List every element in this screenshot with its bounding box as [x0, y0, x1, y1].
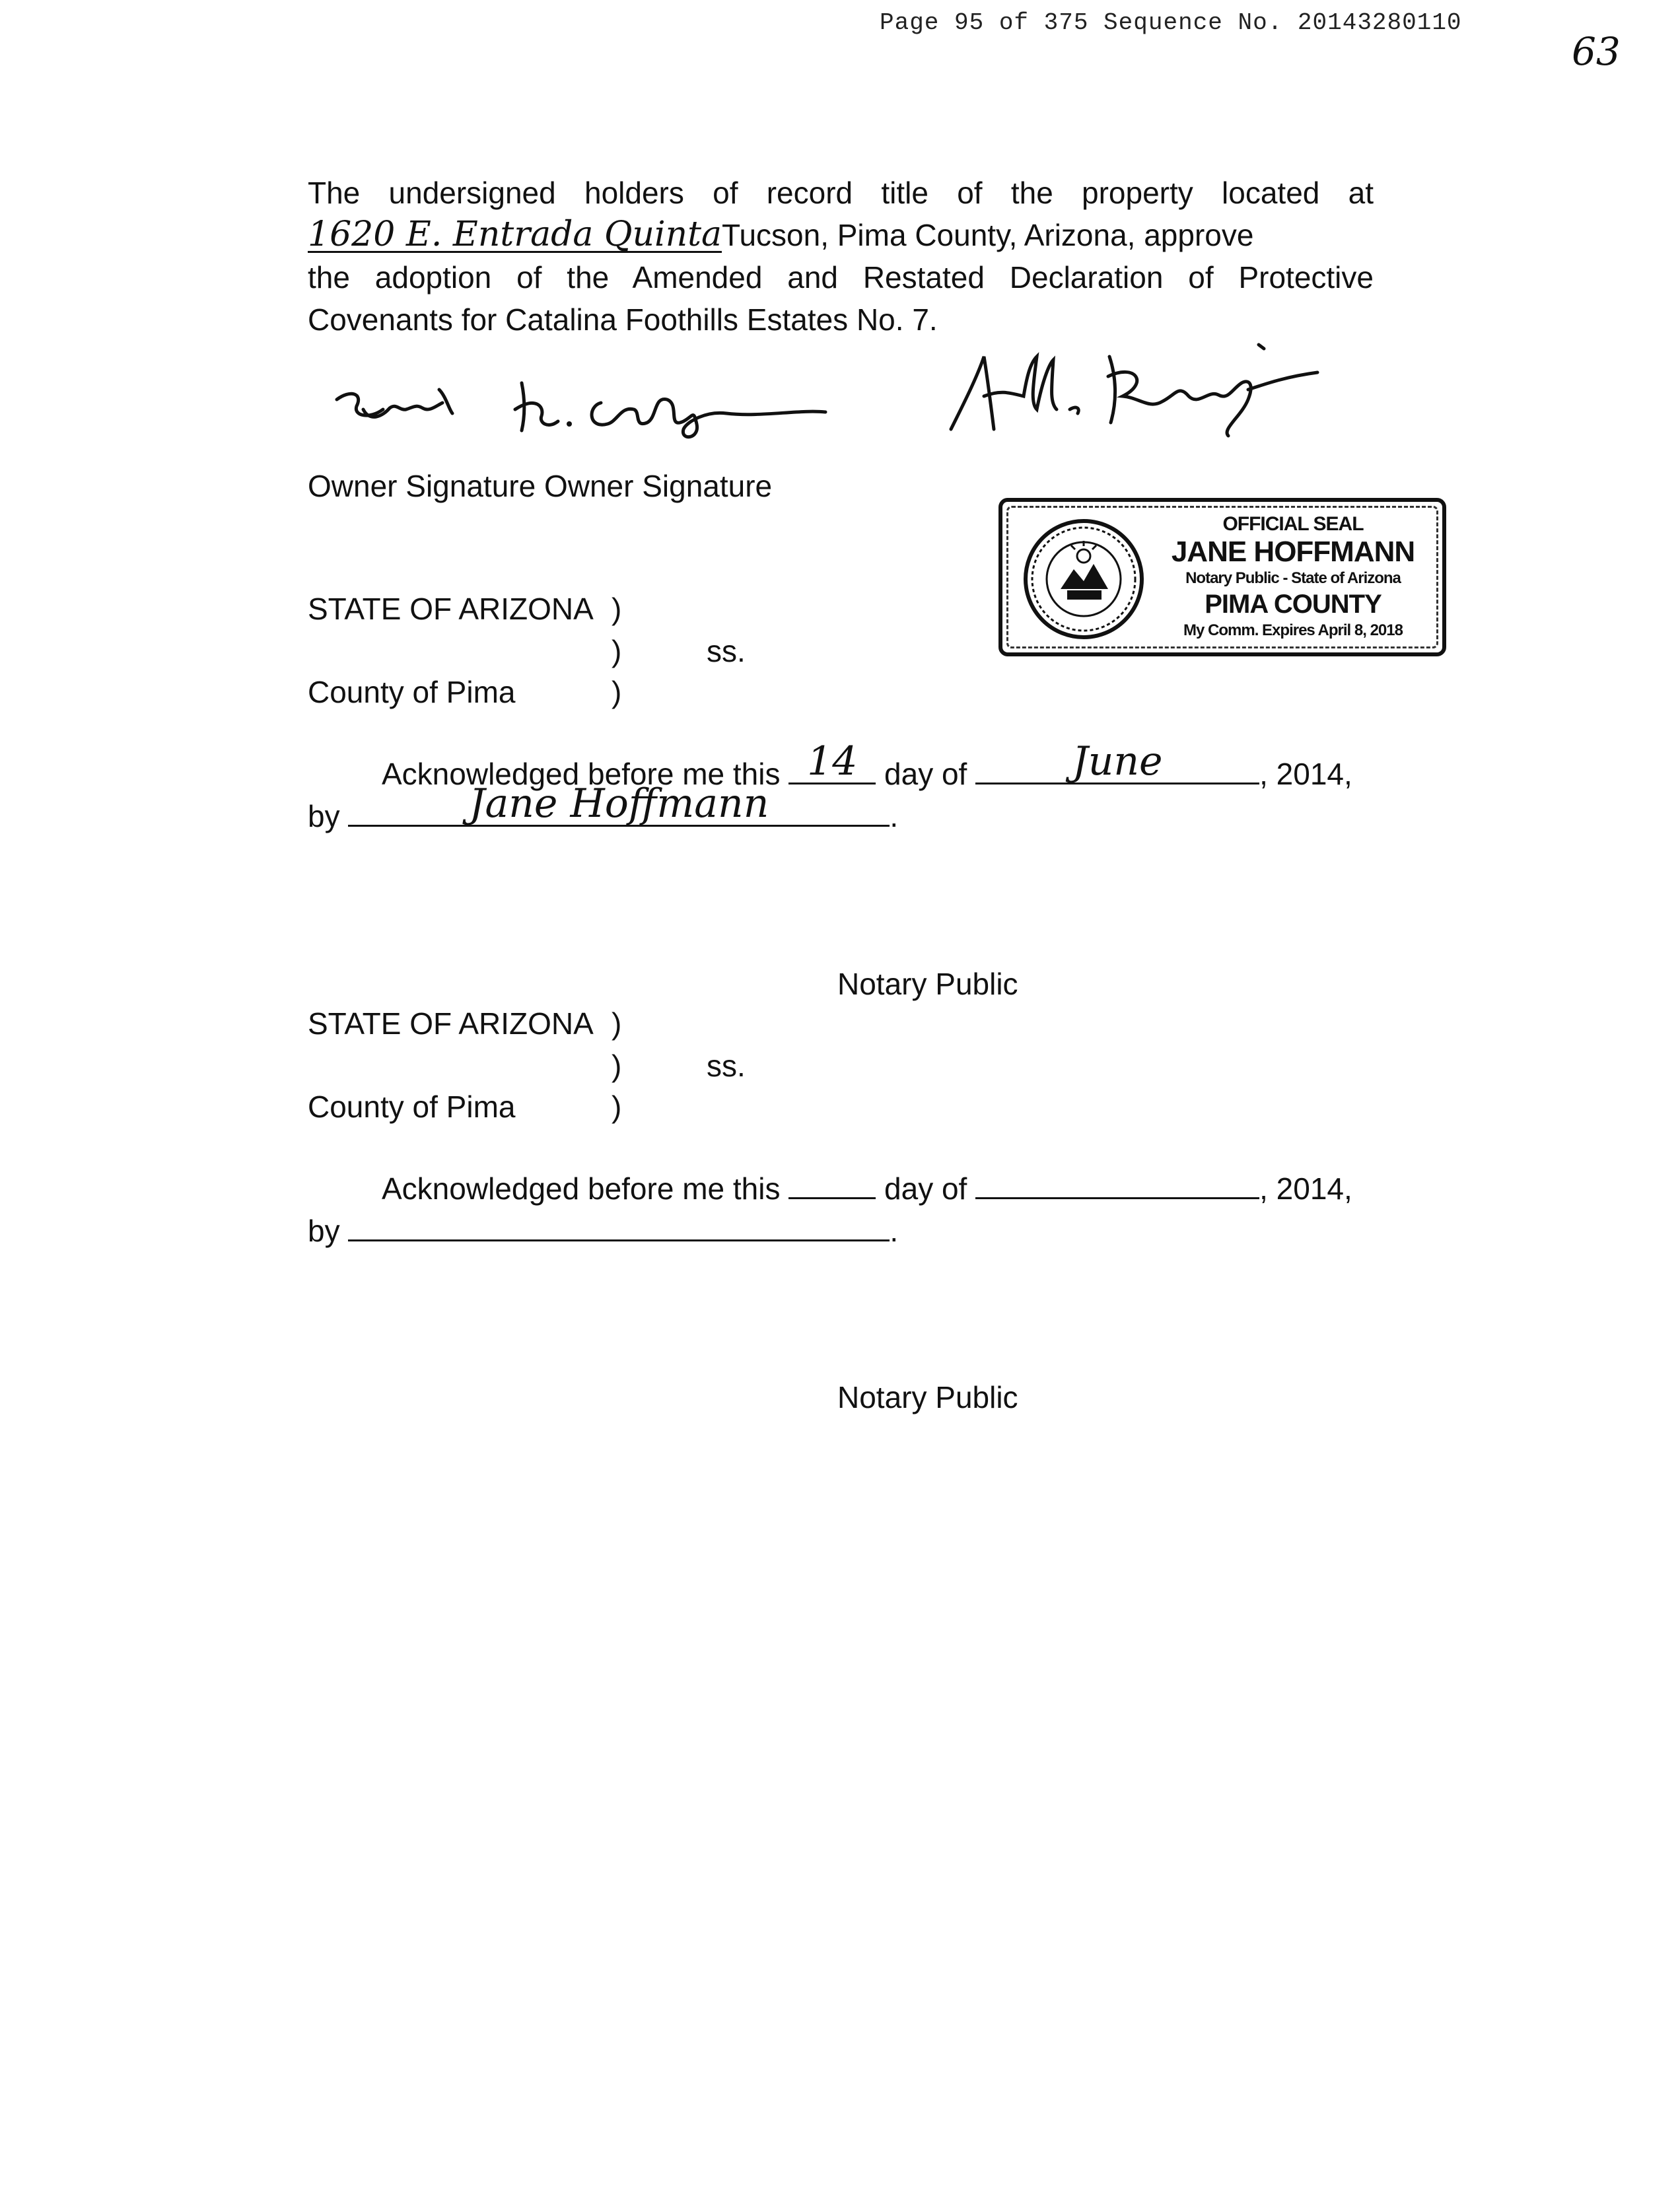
paren-2b: ) [612, 1049, 622, 1083]
day-filled-1: 14 [807, 738, 858, 784]
ss-label-1: ss. [707, 634, 746, 668]
approval-line-2 [308, 214, 1374, 256]
approval-line-4: Covenants for Catalina Foothills Estates No. 7. [308, 302, 938, 337]
arizona-seal-emblem [1021, 516, 1146, 642]
owner-signature-labels: Owner Signature Owner Signature [308, 469, 773, 503]
day-of-label-1: day of [884, 757, 967, 791]
by-line-2 [308, 1210, 898, 1252]
paren-1a: ) [612, 592, 622, 626]
month-blank-2[interactable] [975, 1168, 1259, 1199]
acknowledgment-line-2 [382, 1167, 1352, 1210]
state-label-1: STATE OF ARIZONA [308, 592, 594, 626]
handwritten-page-number: 63 [1572, 29, 1621, 74]
by-blank-1 [348, 781, 890, 827]
ss-label-2: ss. [707, 1049, 746, 1083]
approval-line-2-rest: Tucson, Pima County, Arizona, approve [722, 218, 1254, 252]
paren-2c: ) [612, 1090, 622, 1124]
day-blank-1 [788, 738, 876, 784]
approval-paragraph [308, 172, 1374, 341]
address-handwritten: 1620 E. Entrada Quinta [308, 215, 722, 254]
county-label-2: County of Pima [308, 1090, 516, 1124]
ack-prefix-1: Acknowledged before me this [382, 757, 781, 791]
year-label-1: , 2014, [1259, 757, 1352, 791]
by-blank-2[interactable] [348, 1210, 890, 1241]
paren-2a: ) [612, 1006, 622, 1041]
notary-public-label-1: Notary Public [837, 967, 1018, 1001]
ack-prefix-2: Acknowledged before me this [382, 1171, 781, 1206]
notary-public-label-2: Notary Public [837, 1380, 1018, 1414]
by-label-2: by [308, 1214, 340, 1248]
state-label-2: STATE OF ARIZONA [308, 1006, 594, 1041]
paren-1b: ) [612, 634, 622, 668]
seal-county: PIMA COUNTY [1205, 590, 1382, 619]
year-label-2: , 2014, [1259, 1171, 1352, 1206]
day-blank-2[interactable] [788, 1168, 876, 1199]
approval-line-1: The undersigned holders of record title of the property located at [308, 176, 1374, 210]
official-notary-seal [998, 498, 1446, 656]
month-filled-1: June [1072, 738, 1163, 784]
owner-signature-1 [324, 370, 839, 442]
seal-expiration: My Comm. Expires April 8, 2018 [1183, 621, 1403, 639]
approval-line-3: the adoption of the Amended and Restated Declaration of Protective [308, 260, 1374, 295]
by-period-2: . [890, 1214, 899, 1248]
month-blank-1 [975, 738, 1259, 784]
day-of-label-2: day of [884, 1171, 967, 1206]
seal-name: JANE HOFFMANN [1171, 536, 1415, 568]
by-line-1 [308, 781, 899, 837]
seal-title: OFFICIAL SEAL [1222, 513, 1364, 535]
paren-1c: ) [612, 675, 622, 709]
county-label-1: County of Pima [308, 675, 516, 709]
by-filled-1: Jane Hoffmann [469, 781, 769, 827]
seal-text-block [1152, 512, 1434, 642]
recording-header: Page 95 of 375 Sequence No. 20143280110 [880, 9, 1462, 36]
by-period-1: . [890, 799, 899, 833]
seal-role: Notary Public - State of Arizona [1185, 569, 1401, 587]
by-label-1: by [308, 799, 340, 833]
owner-signature-2 [938, 337, 1334, 442]
